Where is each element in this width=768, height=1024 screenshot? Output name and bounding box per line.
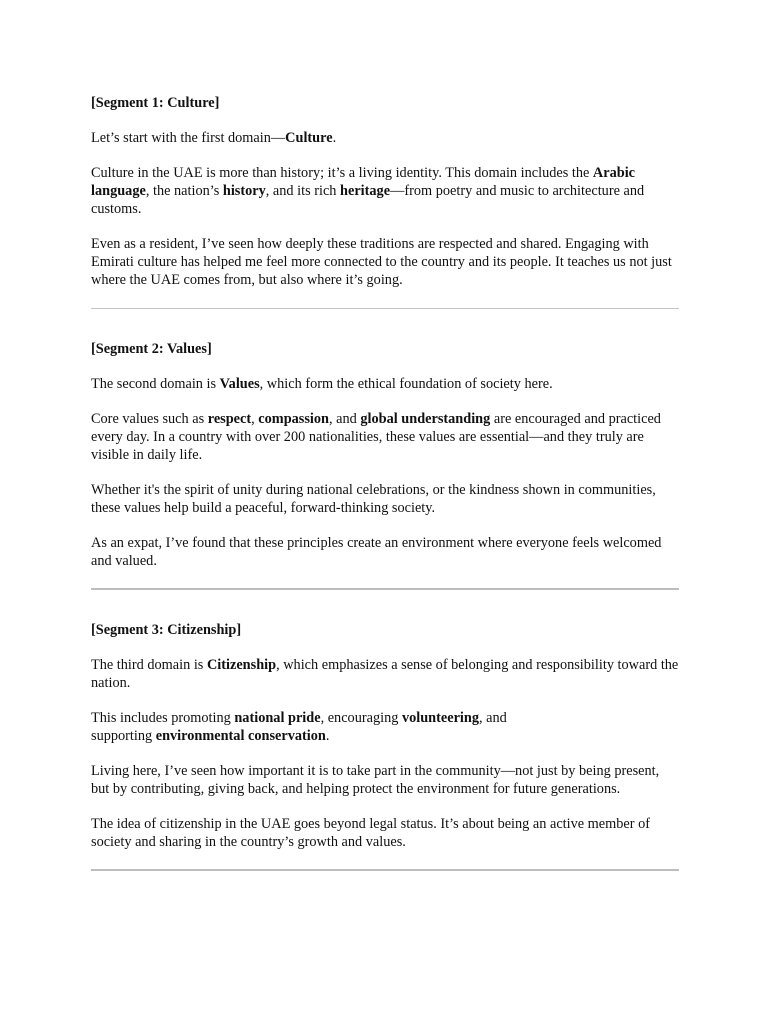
segment-values xyxy=(91,340,681,570)
document-body xyxy=(91,94,681,902)
paragraph: Core values such as respect, compassion, and global understanding are encouraged and practiced every day. In a country with over 200 nationalities, these values are essential—and they truly are visible in daily life. xyxy=(91,411,661,463)
paragraph: Even as a resident, I’ve seen how deeply these traditions are respected and shared. Engaging with Emirati culture has helped me feel more connected to the country and its people. It teaches us not just where the UAE comes from, but also where it’s going. xyxy=(91,236,672,288)
paragraph: The idea of citizenship in the UAE goes beyond legal status. It’s about being an active member of society and sharing in the country’s growth and values. xyxy=(91,816,651,850)
paragraph: Culture in the UAE is more than history; it’s a living identity. This domain includes the Arabic language, the nation’s history, and its rich heritage—from poetry and music to architecture and customs. xyxy=(91,165,645,217)
paragraph: Let’s start with the first domain—Culture. xyxy=(91,130,337,146)
segment-heading: [Segment 1: Culture] xyxy=(91,95,220,111)
segment-culture xyxy=(91,94,681,289)
segment-citizenship xyxy=(91,621,681,851)
section-divider xyxy=(91,869,679,871)
paragraph: The second domain is Values, which form the ethical foundation of society here. xyxy=(91,376,553,392)
segment-heading: [Segment 3: Citizenship] xyxy=(91,622,242,638)
section-divider xyxy=(91,588,679,590)
paragraph: As an expat, I’ve found that these principles create an environment where everyone feels welcomed and valued. xyxy=(91,535,662,569)
paragraph: Whether it's the spirit of unity during national celebrations, or the kindness shown in communities, these values help build a peaceful, forward-thinking society. xyxy=(91,482,656,516)
segment-heading: [Segment 2: Values] xyxy=(91,341,212,357)
paragraph: This includes promoting national pride, encouraging volunteering, and supporting environmental conservation. xyxy=(91,710,507,744)
paragraph: Living here, I’ve seen how important it is to take part in the community—not just by being present, but by contributing, giving back, and helping protect the environment for future generations. xyxy=(91,763,660,797)
paragraph: The third domain is Citizenship, which emphasizes a sense of belonging and responsibility toward the nation. xyxy=(91,657,679,691)
section-divider xyxy=(91,308,679,309)
